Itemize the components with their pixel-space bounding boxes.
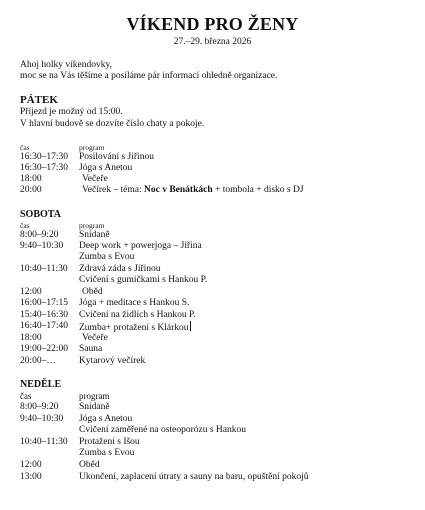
schedule-time: 13:00	[20, 472, 42, 482]
schedule-program: Večeře	[82, 333, 108, 343]
section-heading-patek: PÁTEK	[20, 94, 58, 106]
section-heading-nedele: NEDĚLE	[20, 379, 62, 390]
intro-line-2: moc se na Vás těšíme a posíláme pár informací ohledně organizace.	[20, 71, 278, 81]
schedule-time: 16:40–17:40	[20, 321, 69, 331]
schedule-program: Jóga s Anetou	[79, 163, 133, 173]
nedele-col-time: čas	[20, 391, 32, 401]
schedule-program: Posilování s Jiřinou	[79, 152, 154, 162]
schedule-time: 10:40–11:30	[20, 437, 68, 447]
intro-line-1: Ahoj holky víkendovky,	[20, 60, 113, 70]
text-cursor	[190, 321, 191, 331]
schedule-time: 15:40–16:30	[20, 310, 69, 320]
schedule-time: 9:40–10:30	[20, 414, 64, 424]
schedule-time: 20:00	[20, 185, 42, 195]
schedule-time: 12:00	[20, 460, 42, 470]
party-label: Večírek – téma:	[82, 185, 144, 195]
schedule-time: 12:00	[20, 287, 42, 297]
schedule-time: 10:40–11:30	[20, 264, 68, 274]
sobota-col-time: čas	[20, 221, 30, 230]
schedule-program: Zumba s Evou	[79, 252, 135, 262]
schedule-program: Zumba+ protažení s Klárkou	[79, 323, 189, 333]
party-extras: + tombola + disko s DJ	[212, 185, 304, 195]
patek-col-program: program	[79, 143, 105, 152]
patek-info-rooms: V hlavní budově se dozvíte číslo chaty a pokoje.	[20, 119, 205, 129]
schedule-program: Cvičení na židlích s Hankou P.	[79, 310, 196, 320]
party-theme: Noc v Benátkách	[144, 185, 213, 195]
patek-col-time: čas	[20, 143, 30, 152]
section-heading-sobota: SOBOTA	[20, 209, 61, 220]
sobota-col-program: program	[79, 221, 105, 230]
schedule-program: Zumba s Evou	[79, 448, 135, 458]
schedule-time: 19:00–22:00	[20, 344, 69, 354]
schedule-time: 8:00–9:20	[20, 230, 59, 240]
schedule-program: Večeře	[82, 174, 108, 184]
event-date: 27.–29. března 2026	[173, 37, 252, 47]
schedule-time: 9:40–10:30	[20, 241, 64, 251]
nedele-col-program: program	[79, 391, 110, 401]
schedule-time: 8:00–9:20	[20, 402, 59, 412]
document-title: VÍKEND PRO ŽENY	[126, 14, 299, 34]
schedule-time: 18:00	[20, 174, 42, 184]
schedule-program: Protažení s Išou	[79, 437, 140, 447]
schedule-time: 16:00–17:15	[20, 298, 69, 308]
schedule-program: Oběd	[79, 460, 100, 470]
schedule-program: Jóga s Anetou	[79, 414, 133, 424]
schedule-time: 16:30–17:30	[20, 163, 69, 173]
schedule-program: Oběd	[82, 287, 103, 297]
schedule-program: Sauna	[79, 344, 103, 354]
schedule-time: 18:00	[20, 333, 42, 343]
schedule-program: Snídaně	[79, 402, 110, 412]
schedule-program: Cvičení zaměřené na osteoporózu s Hankou	[79, 425, 246, 435]
schedule-program: Jóga + meditace s Hankou S.	[79, 298, 190, 308]
schedule-program-struck: Deep work + powerjoga – Jiřina	[79, 241, 202, 251]
patek-info-arrival: Příjezd je možný od 15:00.	[20, 107, 123, 117]
schedule-program: Kytarový večírek	[79, 356, 146, 366]
schedule-program: Snídaně	[79, 230, 110, 240]
schedule-program: Zdravá záda s Jiřinou	[79, 264, 161, 274]
schedule-time: 16:30–17:30	[20, 152, 69, 162]
schedule-time: 20:00–…	[20, 356, 56, 366]
schedule-program-party	[82, 185, 304, 196]
schedule-program: Ukončení, zaplacení útraty a sauny na baru, opuštění pokojů	[79, 472, 309, 482]
schedule-program: Cvičení s gumičkami s Hankou P.	[79, 275, 208, 285]
